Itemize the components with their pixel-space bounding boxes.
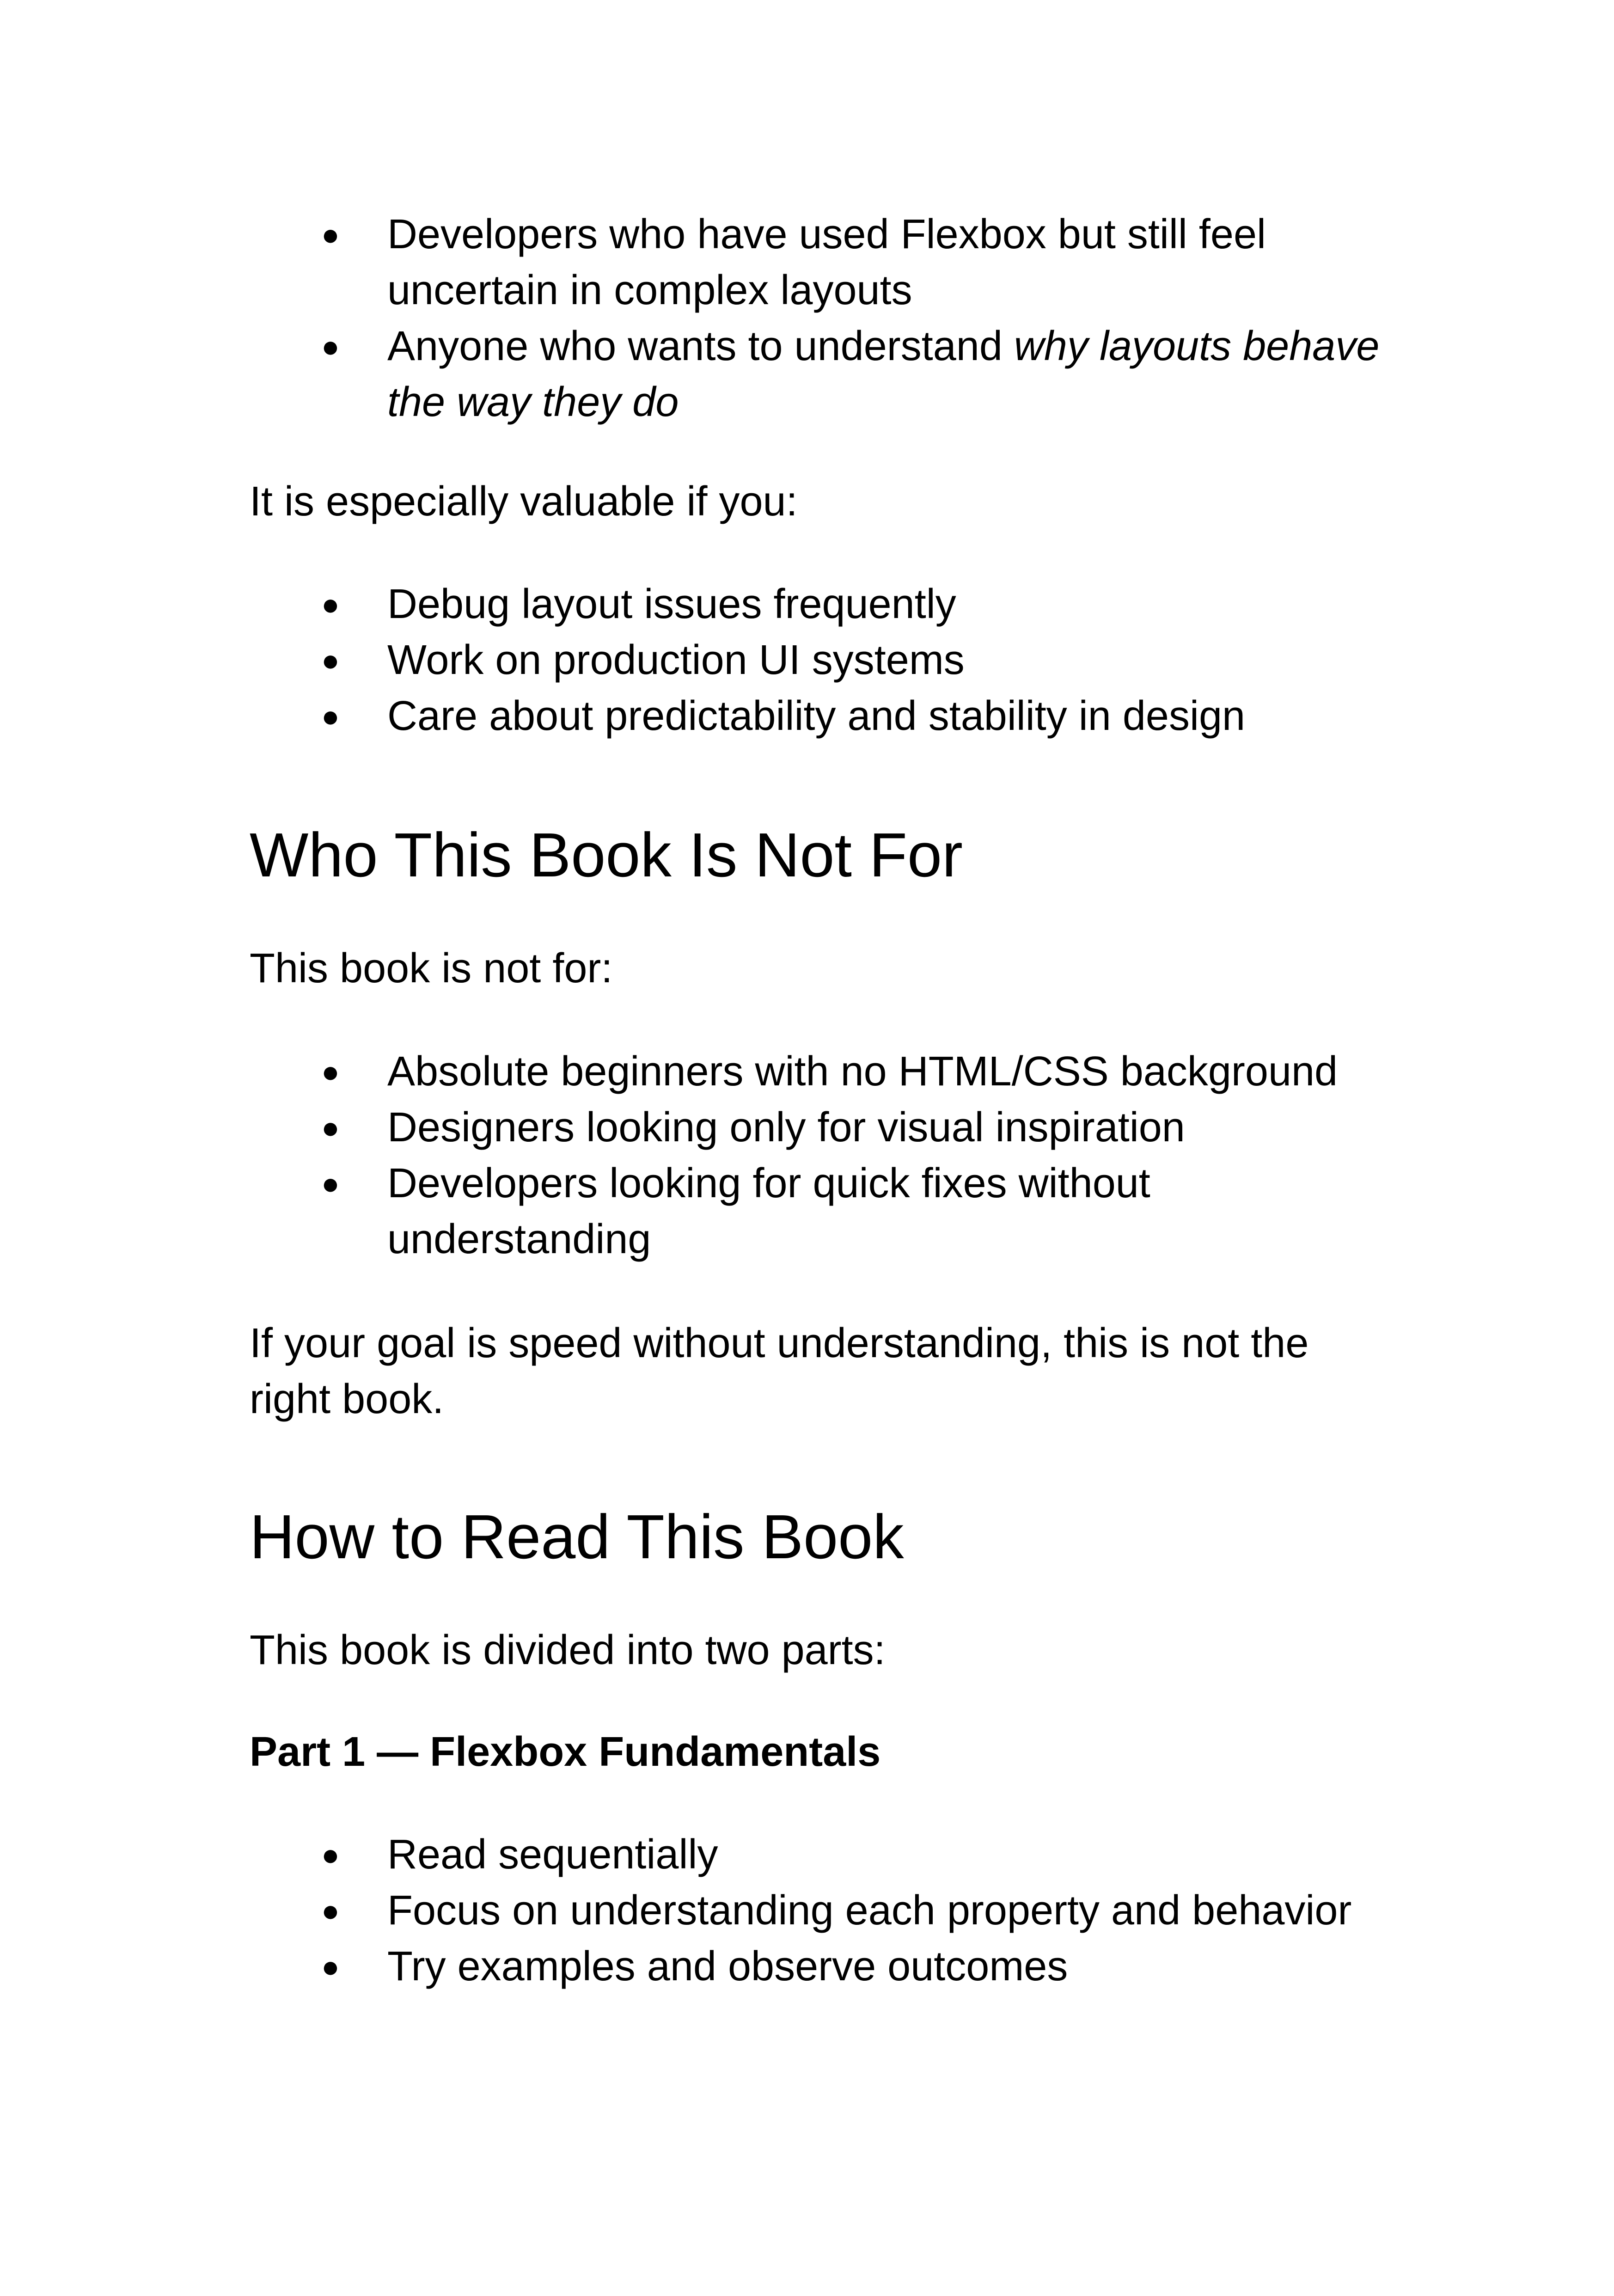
list-item xyxy=(250,632,1405,688)
list-item-text: Try examples and observe outcomes xyxy=(387,1943,1068,1990)
list-item-text: Absolute beginners with no HTML/CSS background xyxy=(387,1048,1338,1095)
how-to-read-intro: This book is divided into two parts: xyxy=(250,1627,886,1673)
part1-heading: Part 1 — Flexbox Fundamentals xyxy=(250,1729,881,1775)
bullet-icon: ● xyxy=(321,1110,340,1145)
not-for-list xyxy=(250,1044,1405,1267)
section-heading-not-for: Who This Book Is Not For xyxy=(250,820,963,890)
list-item xyxy=(250,318,1405,430)
bullet-icon: ● xyxy=(321,643,340,677)
not-for-closing: If your goal is speed without understanding, this is not the right book. xyxy=(250,1320,1309,1422)
list-item-text: Debug layout issues frequently xyxy=(387,581,956,627)
part1-list xyxy=(250,1827,1405,1995)
list-item xyxy=(250,1827,1405,1883)
list-item-text: Designers looking only for visual inspiration xyxy=(387,1104,1185,1151)
audience-list xyxy=(250,207,1405,430)
valuable-intro: It is especially valuable if you: xyxy=(250,478,798,525)
list-item xyxy=(250,1939,1405,1995)
list-item-text: Developers looking for quick fixes without understanding xyxy=(387,1160,1150,1262)
bullet-icon: ● xyxy=(321,329,340,363)
valuable-list xyxy=(250,576,1405,744)
bullet-icon: ● xyxy=(321,699,340,733)
bullet-icon: ● xyxy=(321,1893,340,1928)
bullet-icon: ● xyxy=(321,1837,340,1872)
list-item xyxy=(250,1156,1404,1267)
bullet-icon: ● xyxy=(321,1949,340,1984)
list-item-text: Anyone who wants to understand xyxy=(387,323,1014,369)
list-item-text: Focus on understanding each property and behavior xyxy=(387,1887,1352,1934)
list-item-text: Read sequentially xyxy=(387,1831,718,1878)
section-heading-how-to-read: How to Read This Book xyxy=(250,1502,904,1572)
list-item xyxy=(250,207,1405,318)
bullet-icon: ● xyxy=(321,587,340,621)
list-item xyxy=(250,576,1405,632)
list-item-text: Developers who have used Flexbox but still feel uncertain in complex layouts xyxy=(387,211,1266,313)
list-item xyxy=(250,1100,1405,1156)
bullet-icon: ● xyxy=(321,1054,340,1089)
list-item-text: Care about predictability and stability in design xyxy=(387,693,1246,739)
list-item xyxy=(250,1883,1405,1939)
list-item-text: Work on production UI systems xyxy=(387,637,965,683)
list-item xyxy=(250,688,1405,744)
not-for-intro: This book is not for: xyxy=(250,945,613,992)
list-item xyxy=(250,1044,1405,1100)
bullet-icon: ● xyxy=(321,1166,340,1200)
emphasized-text: why layouts behave the way they do xyxy=(387,323,1380,425)
bullet-icon: ● xyxy=(321,217,340,251)
